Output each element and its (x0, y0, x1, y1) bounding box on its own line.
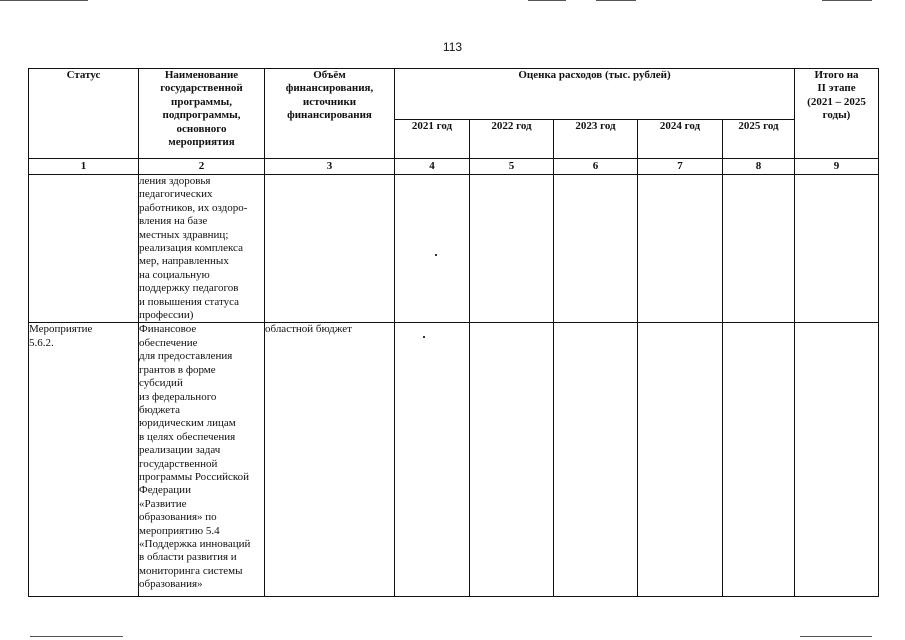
header-program-name: Наименование государственной программы, подпрограммы, основного мероприятия (139, 69, 265, 159)
column-number: 7 (638, 159, 723, 175)
column-number: 8 (723, 159, 795, 175)
row-value-2024 (638, 175, 723, 323)
header-row (29, 69, 879, 120)
row-status-cell (29, 175, 139, 323)
row-source-cell (265, 175, 395, 323)
row-source-cell: областной бюджет (265, 323, 395, 597)
header-year-2021: 2021 год (395, 120, 470, 159)
header-status: Статус (29, 69, 139, 159)
header-year-2025: 2025 год (723, 120, 795, 159)
header-financing-volume: Объём финансирования, источники финансирования (265, 69, 395, 159)
row-value-2021 (395, 175, 470, 323)
scan-artifact-line (30, 636, 123, 637)
budget-table (28, 68, 879, 597)
row-value-2022 (470, 323, 554, 597)
column-number: 6 (554, 159, 638, 175)
header-year-2023: 2023 год (554, 120, 638, 159)
column-number: 1 (29, 159, 139, 175)
scan-speck (435, 254, 437, 256)
column-number: 5 (470, 159, 554, 175)
row-name-cell: Финансовое обеспечение для предоставления грантов в форме субсидий из федерального бюджета юридическим лицам в целях обеспечения реализации задач государственной программы Российской Федерации «Развитие образования» по мероприятию 5.4 «Поддержка инноваций в области развития и мониторинга системы образования» (139, 323, 265, 597)
table-row (29, 323, 879, 597)
row-value-2023 (554, 175, 638, 323)
row-name-cell: ления здоровья педагогических работников, их оздоро- вления на базе местных здравниц; реализация комплекса мер, направленных на социальную поддержку педагогов и повышения статуса профессии) (139, 175, 265, 323)
row-value-2023 (554, 323, 638, 597)
row-value-2025 (723, 323, 795, 597)
column-number: 3 (265, 159, 395, 175)
page-number: 113 (442, 40, 463, 54)
column-number: 4 (395, 159, 470, 175)
scan-artifact-line (596, 0, 636, 1)
row-value-2021 (395, 323, 470, 597)
table-row (29, 175, 879, 323)
row-status-cell: Мероприятие 5.6.2. (29, 323, 139, 597)
column-numbers-row (29, 159, 879, 175)
header-total: Итого на II этапе (2021 – 2025 годы) (795, 69, 879, 159)
row-value-total (795, 175, 879, 323)
column-number: 2 (139, 159, 265, 175)
scan-artifact-line (0, 0, 88, 1)
scan-artifact-line (800, 636, 872, 637)
scan-artifact-line (528, 0, 566, 1)
scan-artifact-line (822, 0, 872, 1)
column-number: 9 (795, 159, 879, 175)
row-value-total (795, 323, 879, 597)
row-value-2025 (723, 175, 795, 323)
header-expense-estimate: Оценка расходов (тыс. рублей) (395, 69, 795, 120)
header-year-2024: 2024 год (638, 120, 723, 159)
scan-speck (423, 336, 425, 338)
row-value-2022 (470, 175, 554, 323)
row-value-2024 (638, 323, 723, 597)
header-year-2022: 2022 год (470, 120, 554, 159)
